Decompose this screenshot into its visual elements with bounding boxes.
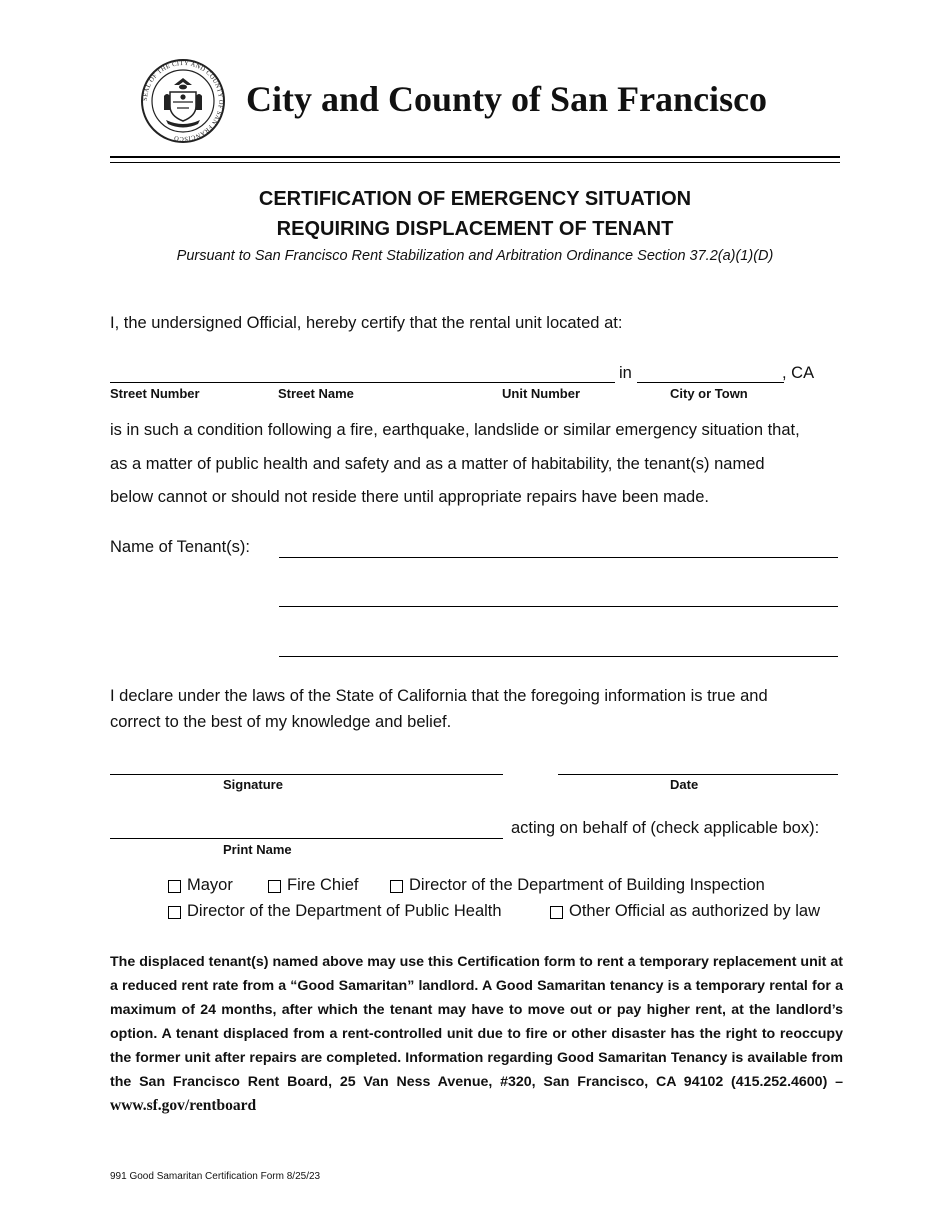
organization-name: City and County of San Francisco xyxy=(246,79,768,119)
rentboard-link[interactable]: www.sf.gov/rentboard xyxy=(110,1097,257,1114)
city-label: City or Town xyxy=(670,386,748,401)
tenant-line-1[interactable] xyxy=(279,557,838,558)
tenant-line-2[interactable] xyxy=(279,606,838,607)
checkbox-label: Other Official as authorized by law xyxy=(569,902,820,920)
seal-text: SEAL OF THE CITY AND COUNTY OF SAN FRANCISCO xyxy=(141,59,225,143)
acting-on-behalf-text: acting on behalf of (check applicable box): xyxy=(511,819,820,837)
checkbox-mayor[interactable] xyxy=(168,876,233,895)
condition-line2: as a matter of public health and safety and as a matter of habitability, the tenant(s) named xyxy=(110,455,765,473)
print-name-line[interactable] xyxy=(110,838,503,839)
date-label: Date xyxy=(670,777,699,792)
checkbox-public-health[interactable] xyxy=(168,902,502,921)
date-line[interactable] xyxy=(558,774,838,775)
form-title-line1: CERTIFICATION OF EMERGENCY SITUATION xyxy=(258,188,692,210)
tenant-label: Name of Tenant(s): xyxy=(110,538,251,556)
form-title-line2: REQUIRING DISPLACEMENT OF TENANT xyxy=(276,218,674,240)
checkbox-building-inspection[interactable] xyxy=(390,876,765,895)
declaration-line1: I declare under the laws of the State of California that the foregoing information is true and xyxy=(110,687,768,705)
seal-graphic xyxy=(140,58,226,144)
checkbox-box[interactable] xyxy=(550,906,563,919)
form-footer: 991 Good Samaritan Certification Form 8/25/23 xyxy=(110,1171,321,1182)
form-subtitle: Pursuant to San Francisco Rent Stabilization and Arbitration Ordinance Section 37.2(a)(1)(D) xyxy=(176,248,774,264)
address-line[interactable] xyxy=(110,382,615,383)
checkbox-fire-chief[interactable] xyxy=(268,876,359,895)
signature-line[interactable] xyxy=(110,774,503,775)
checkbox-label: Director of the Department of Public Health xyxy=(187,902,502,920)
checkbox-box[interactable] xyxy=(168,906,181,919)
checkbox-box[interactable] xyxy=(390,880,403,893)
street-name-label: Street Name xyxy=(278,386,354,401)
declaration-line2: correct to the best of my knowledge and belief. xyxy=(110,713,452,731)
condition-line3: below cannot or should not reside there until appropriate repairs have been made. xyxy=(110,488,709,506)
condition-line1: is in such a condition following a fire, earthquake, landslide or similar emergency situation that, xyxy=(110,421,800,439)
checkbox-label: Mayor xyxy=(187,876,233,894)
checkbox-box[interactable] xyxy=(168,880,181,893)
tenant-line-3[interactable] xyxy=(279,656,838,657)
header-rule-thick xyxy=(110,156,840,158)
checkbox-other-official[interactable] xyxy=(550,902,820,921)
address-in-text: in xyxy=(619,364,632,382)
intro-text: I, the undersigned Official, hereby certify that the rental unit located at: xyxy=(110,314,623,332)
address-ca-text: , CA xyxy=(782,364,815,382)
street-number-label: Street Number xyxy=(110,386,200,401)
good-samaritan-notice xyxy=(110,950,843,1118)
header-rule-thin xyxy=(110,162,840,163)
checkbox-box[interactable] xyxy=(268,880,281,893)
city-seal xyxy=(140,58,226,144)
signature-label: Signature xyxy=(223,777,283,792)
city-line[interactable] xyxy=(637,382,784,383)
notice-text: The displaced tenant(s) named above may use this Certification form to rent a temporary replacement unit at a reduced rent rate from a “Good Samaritan” landlord. A Good Samaritan tenancy is a temporary rental for a maximum of 24 months, after which the tenant may have to move out or pay higher rent, at the landlord’s option. A tenant displaced from a rent-controlled unit due to fire or other disaster has the right to reoccupy the former unit after repairs are completed. Information regarding Good Samaritan Tenancy is available from the San Francisco Rent Board, 25 Van Ness Avenue, #320, San Francisco, CA 94102 (415.252.4600) – xyxy=(110,954,843,1090)
checkbox-label: Director of the Department of Building Inspection xyxy=(409,876,765,894)
checkbox-label: Fire Chief xyxy=(287,876,359,894)
unit-number-label: Unit Number xyxy=(502,386,580,401)
print-name-label: Print Name xyxy=(223,842,292,857)
